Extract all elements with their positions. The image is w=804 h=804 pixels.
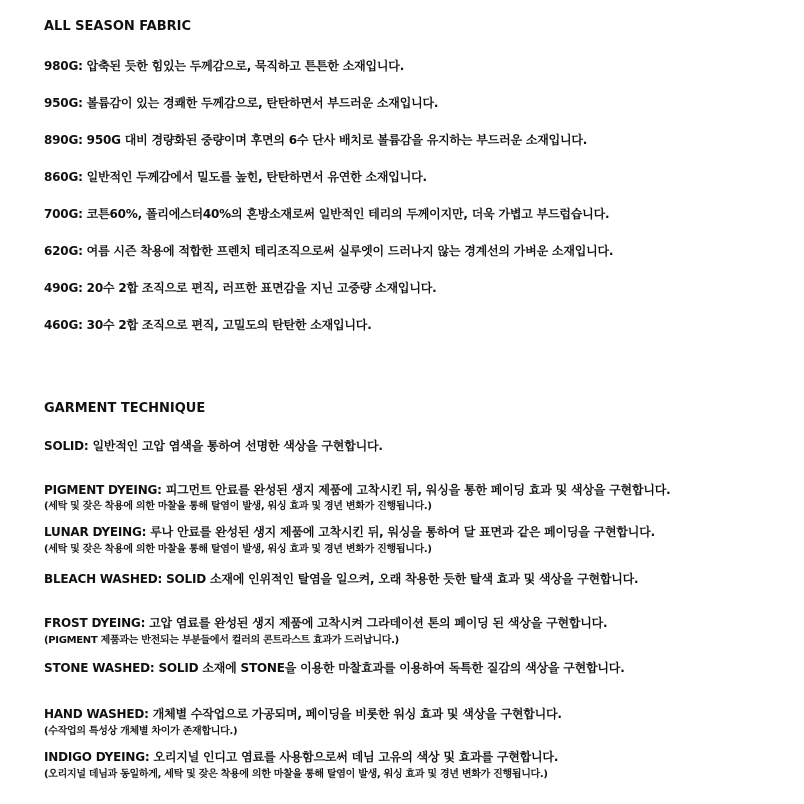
fabric-heading: ALL SEASON FABRIC bbox=[44, 19, 192, 34]
fabric-980g: 980G: 압축된 듯한 힘있는 두께감으로, 묵직하고 튼튼한 소재입니다. bbox=[44, 59, 405, 73]
technique-indigo-dyeing: INDIGO DYEING: 오리지널 인디고 염료를 사용함으로써 데님 고유의 색상 및 효과를 구현합니다. bbox=[44, 750, 559, 764]
fabric-700g: 700G: 코튼60%, 폴리에스터40%의 혼방소재로써 일반적인 테리의 두께이지만, 더욱 가볍고 부드럽습니다. bbox=[44, 207, 610, 221]
technique-hand-note: (수작업의 특성상 개체별 차이가 존재합니다.) bbox=[44, 726, 238, 737]
technique-heading: GARMENT TECHNIQUE bbox=[44, 401, 206, 416]
technique-hand-washed: HAND WASHED: 개체별 수작업으로 가공되며, 페이딩을 비롯한 워싱 효과 및 색상을 구현합니다. bbox=[44, 707, 562, 721]
technique-lunar-dyeing: LUNAR DYEING: 루나 안료를 완성된 생지 제품에 고착시킨 뒤, 워싱을 통하여 달 표면과 같은 페이딩을 구현합니다. bbox=[44, 525, 655, 539]
technique-pigment-dyeing: PIGMENT DYEING: 피그먼트 안료를 완성된 생지 제품에 고착시킨 뒤, 워싱을 통한 페이딩 효과 및 색상을 구현합니다. bbox=[44, 483, 671, 497]
fabric-460g: 460G: 30수 2합 조직으로 편직, 고밀도의 탄탄한 소재입니다. bbox=[44, 318, 372, 332]
fabric-490g: 490G: 20수 2합 조직으로 편직, 러프한 표면감을 지닌 고중량 소재입니다. bbox=[44, 281, 437, 295]
fabric-950g: 950G: 볼륨감이 있는 경쾌한 두께감으로, 탄탄하면서 부드러운 소재입니다. bbox=[44, 96, 439, 110]
technique-frost-dyeing: FROST DYEING: 고압 염료를 완성된 생지 제품에 고착시켜 그라데이션 톤의 페이딩 된 색상을 구현합니다. bbox=[44, 616, 608, 630]
technique-lunar-note: (세탁 및 잦은 착용에 의한 마찰을 통해 탈염이 발생, 워싱 효과 및 경년 변화가 진행됩니다.) bbox=[44, 544, 432, 555]
technique-bleach-washed: BLEACH WASHED: SOLID 소재에 인위적인 탈염을 일으켜, 오래 착용한 듯한 탈색 효과 및 색상을 구현합니다. bbox=[44, 572, 639, 586]
technique-frost-note: (PIGMENT 제품과는 반전되는 부분들에서 컬러의 콘트라스트 효과가 드러납니다.) bbox=[44, 635, 399, 646]
fabric-620g: 620G: 여름 시즌 착용에 적합한 프렌치 테리조직으로써 실루엣이 드러나지 않는 경계선의 가벼운 소재입니다. bbox=[44, 244, 614, 258]
technique-stone-washed: STONE WASHED: SOLID 소재에 STONE을 이용한 마찰효과를 이용하여 독특한 질감의 색상을 구현합니다. bbox=[44, 661, 625, 675]
fabric-890g: 890G: 950G 대비 경량화된 중량이며 후면의 6수 단사 배치로 볼륨감을 유지하는 부드러운 소재입니다. bbox=[44, 133, 588, 147]
technique-pigment-note: (세탁 및 잦은 착용에 의한 마찰을 통해 탈염이 발생, 워싱 효과 및 경년 변화가 진행됩니다.) bbox=[44, 501, 432, 512]
fabric-860g: 860G: 일반적인 두께감에서 밀도를 높힌, 탄탄하면서 유연한 소재입니다. bbox=[44, 170, 427, 184]
technique-solid: SOLID: 일반적인 고압 염색을 통하여 선명한 색상을 구현합니다. bbox=[44, 439, 383, 453]
technique-indigo-note: (오리지널 데님과 동일하게, 세탁 및 잦은 착용에 의한 마찰을 통해 탈염이 발생, 워싱 효과 및 경년 변화가 진행됩니다.) bbox=[44, 769, 548, 780]
